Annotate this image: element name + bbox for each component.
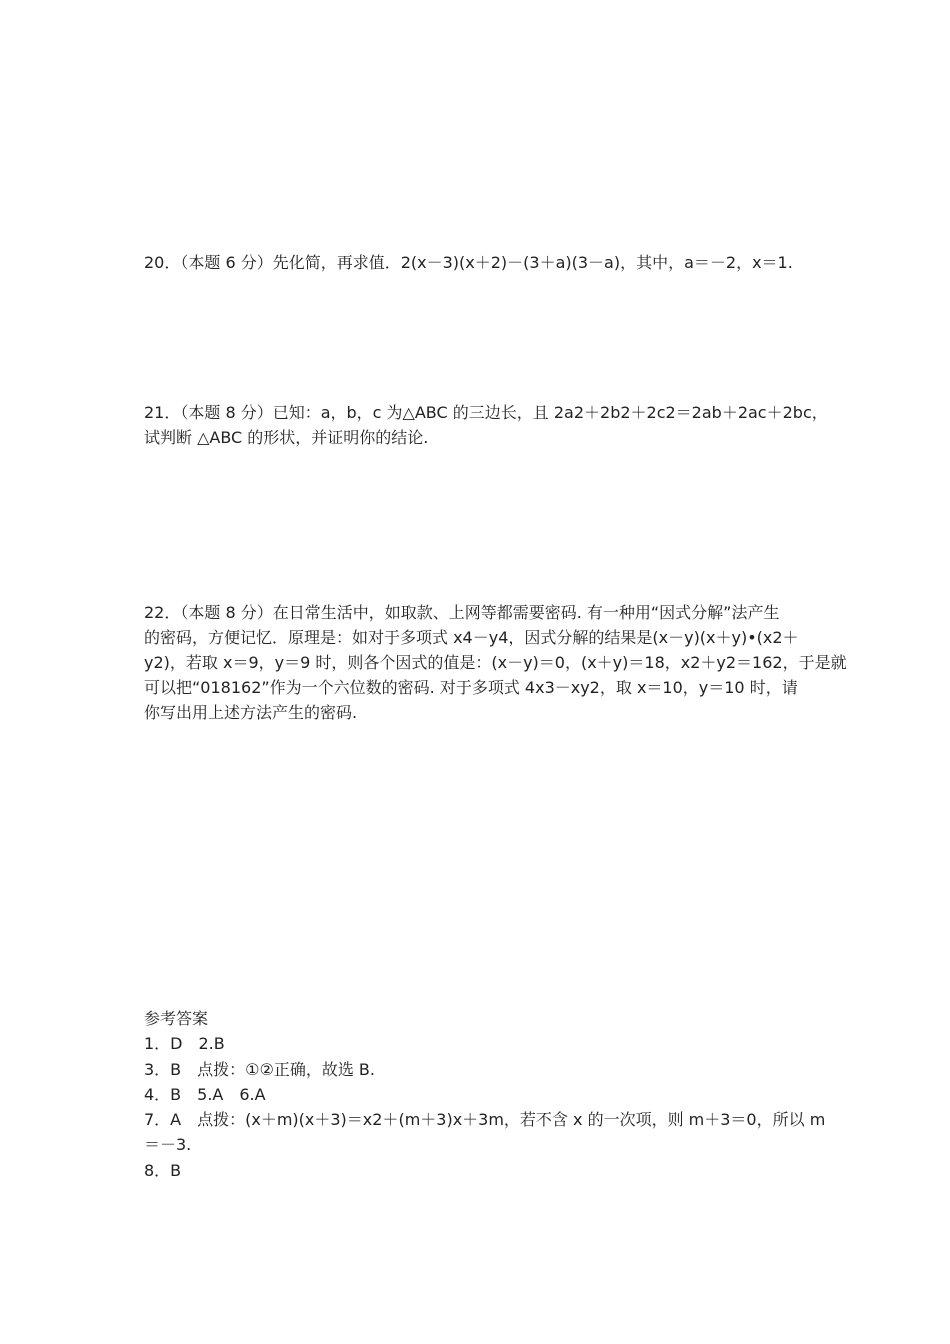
answer-line: 4．B 5.A 6.A (144, 1084, 266, 1104)
answer-line: 8．B (144, 1160, 182, 1180)
question-20 (144, 250, 810, 275)
answer-line: 1．D 2.B (144, 1034, 225, 1054)
answer-line: ＝－3. (144, 1135, 192, 1155)
question-22-line: 可以把“018162”作为一个六位数的密码. 对于多项式 4x3－xy2，取 x＝10，y＝10 时，请 (144, 678, 798, 697)
question-22-line: 22．（本题 8 分）在日常生活中，如取款、上网等都需要密码. 有一种用“因式分解”法产生 (144, 603, 780, 622)
answer-key (144, 1006, 826, 1183)
answer-key-heading: 参考答案 (144, 1009, 209, 1028)
question-22-line: 的密码，方便记忆．原理是：如对于多项式 x4－y4，因式分解的结果是(x－y)(x＋y)•(x2＋ (144, 628, 799, 647)
question-22-line: y2)，若取 x＝9，y＝9 时，则各个因式的值是：(x－y)＝0，(x＋y)＝18，x2＋y2＝162，于是就 (144, 653, 847, 672)
question-21-line: 21．（本题 8 分）已知：a，b，c 为△ABC 的三边长，且 2a2＋2b2＋2c2＝2ab＋2ac＋2bc， (144, 403, 828, 422)
question-21 (144, 400, 828, 450)
question-22 (144, 600, 847, 725)
question-22-line: 你写出用上述方法产生的密码. (144, 703, 358, 722)
answer-line: 3．B 点拨：①②正确，故选 B. (144, 1059, 375, 1079)
answer-line: 7．A 点拨：(x＋m)(x＋3)＝x2＋(m＋3)x＋3m，若不含 x 的一次项，则 m＋3＝0，所以 m (144, 1110, 826, 1130)
question-20-line: 20．（本题 6 分）先化简，再求值．2(x－3)(x＋2)－(3＋a)(3－a)，其中，a＝－2，x＝1. (144, 253, 793, 272)
question-21-line: 试判断 △ABC 的形状，并证明你的结论. (144, 428, 429, 447)
